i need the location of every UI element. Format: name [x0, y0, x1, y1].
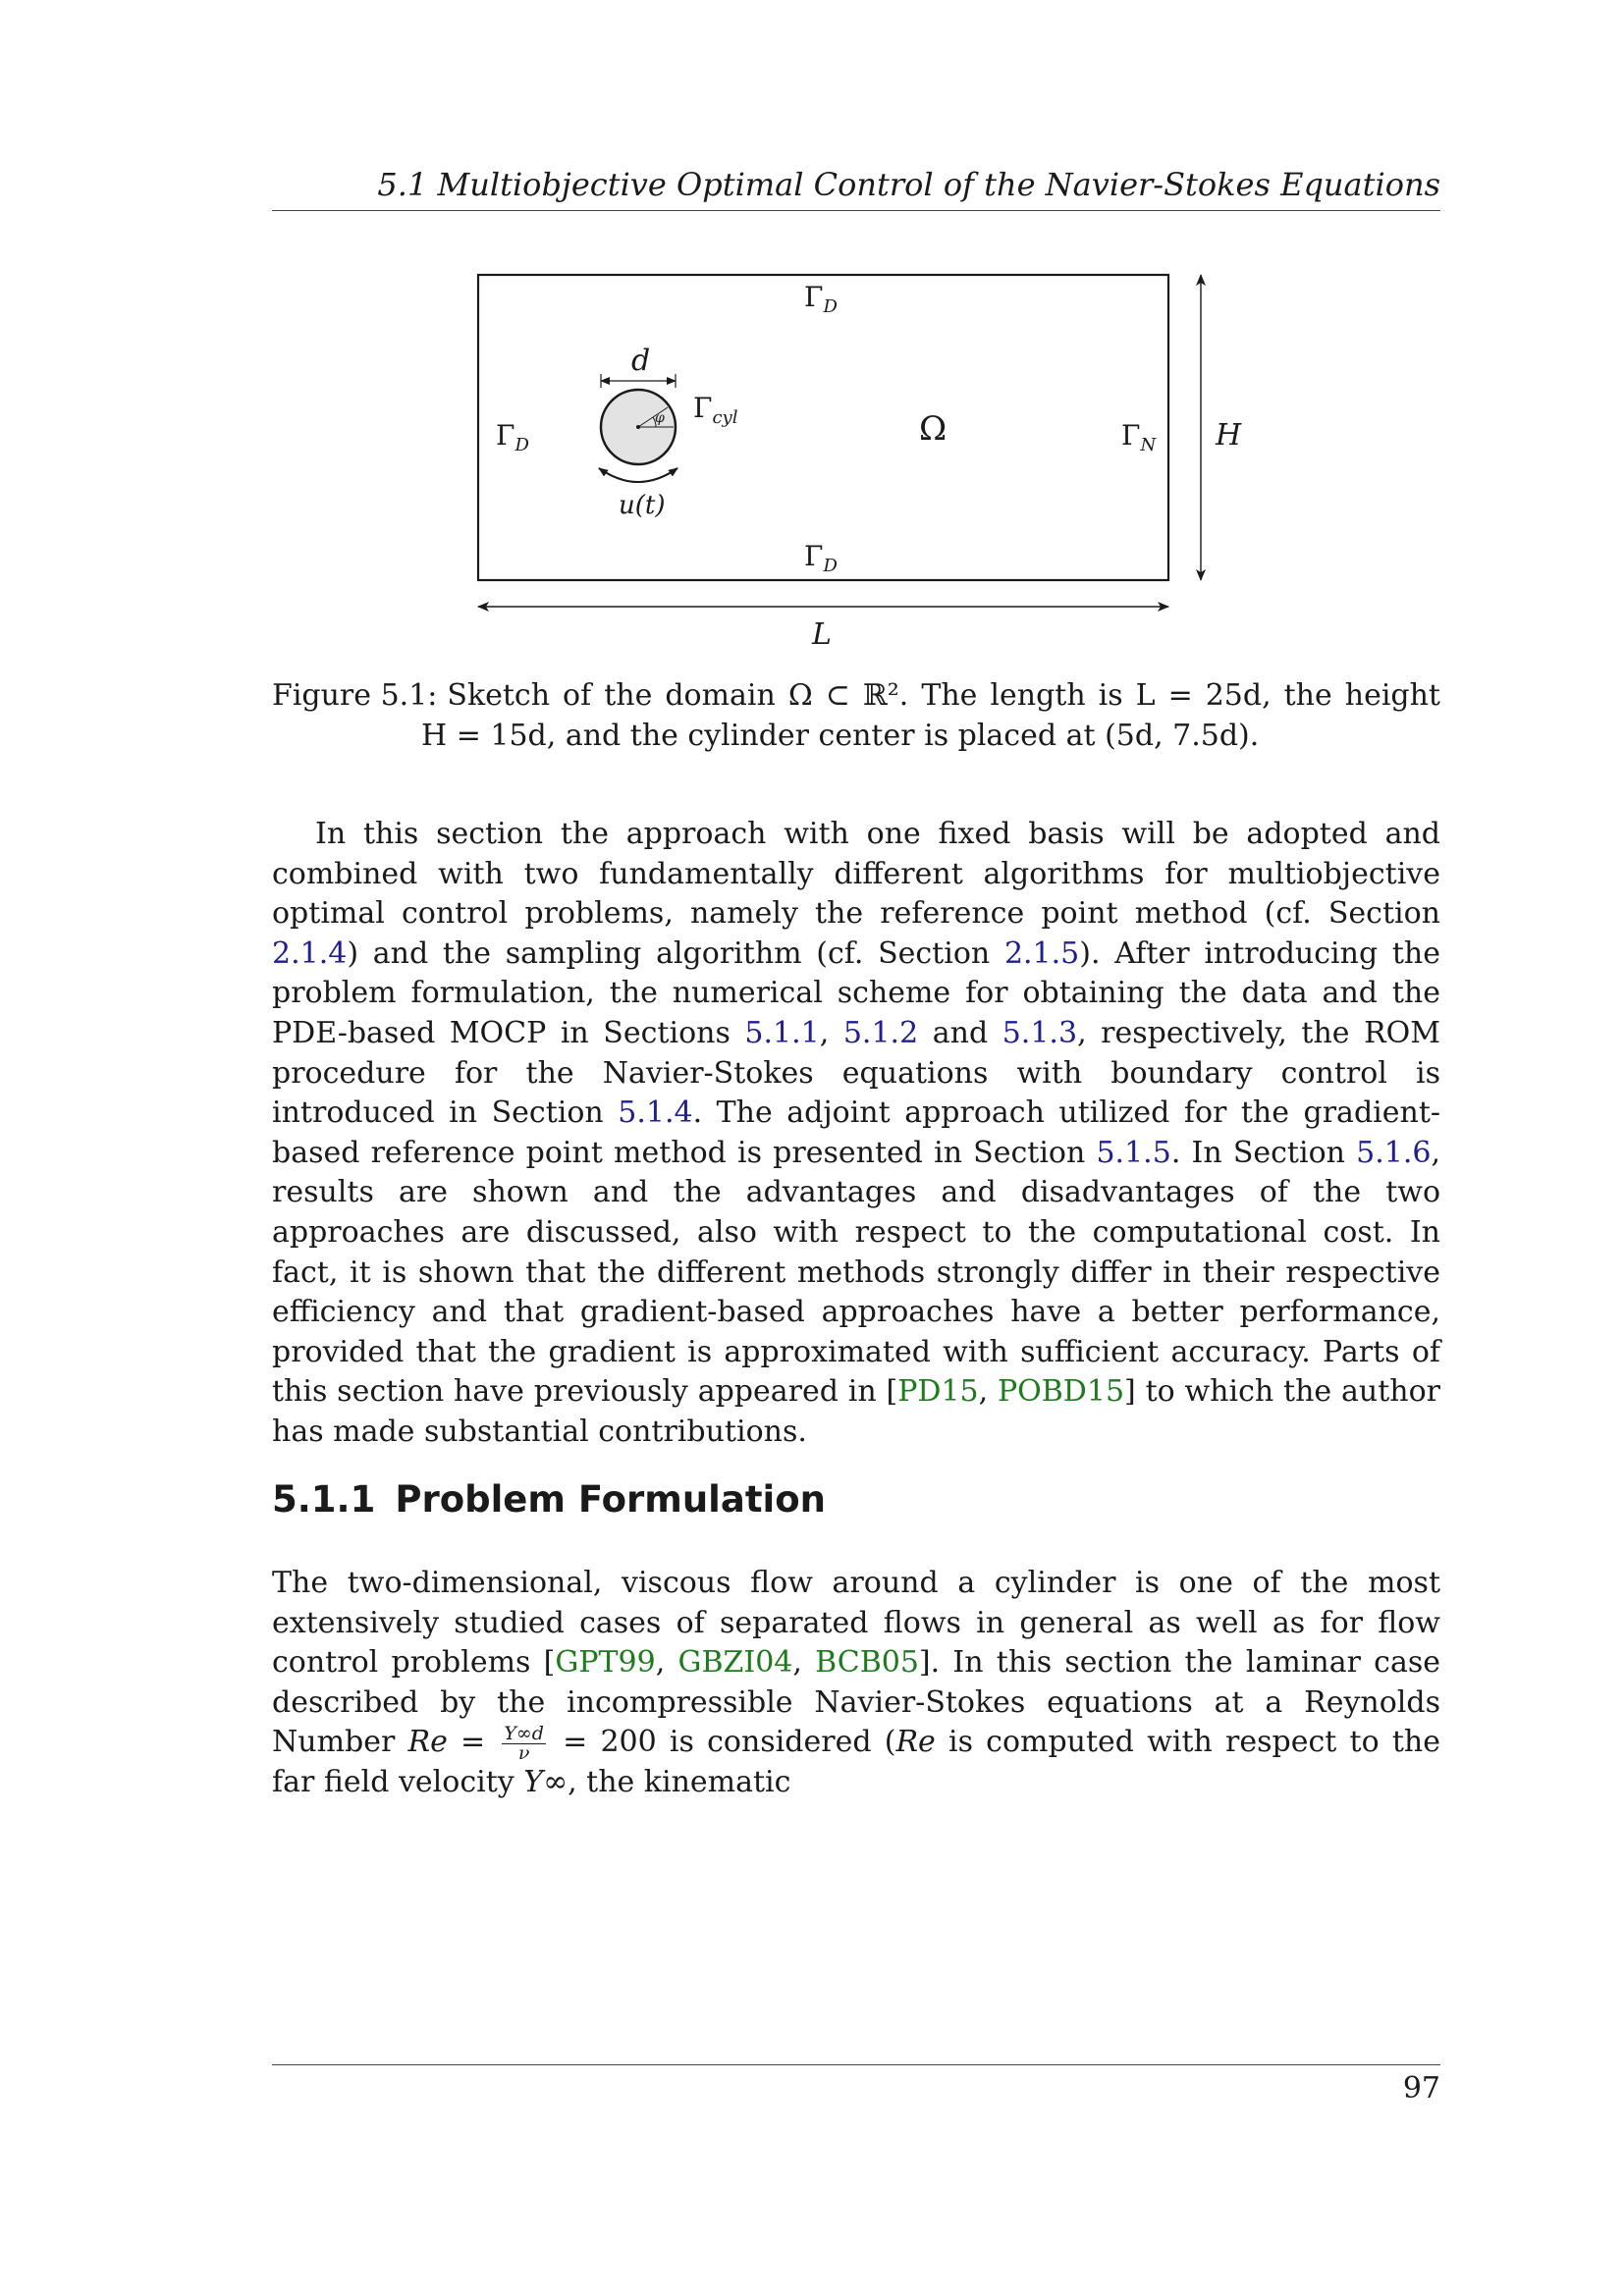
- caption-text-1: Sketch of the domain Ω ⊂ ℝ². The length is L = 25d, the height: [447, 678, 1440, 713]
- paragraph-intro: In this section the approach with one fixed basis will be adopted and combined with two fundamentally different algorithms for multiobjective optimal control problems, namely the reference point method (cf. Section 2.1.4) and the sampling algorithm (cf. Section 2.1.5). After introducing the problem formulation, the numerical scheme for obtaining the data and the PDE-based MOCP in Sections 5.1.1, 5.1.2 and 5.1.3, respectively, the ROM procedure for the Navier-Stokes equations with boundary control is introduced in Section 5.1.4. The adjoint approach utilized for the gradient-based reference point method is presented in Section 5.1.5. In Section 5.1.6, results are shown and the advantages and disadvantages of the two approaches are discussed, also with respect to the computational cost. In fact, it is shown that the different methods strongly differ in their respective efficiency and that gradient-based approaches have a better performance, provided that the gradient is approximated with sufficient accuracy. Parts of this section have previously appeared in [PD15, POBD15] to which the author has made substantial contributions.: [272, 817, 1441, 1449]
- cylinder-center: [636, 425, 640, 429]
- domain-rectangle: [478, 275, 1168, 580]
- reynolds-fraction: $\frac{Y\infty d}{\nu}$: [504, 1722, 544, 1764]
- section-number: 5.1.1: [272, 1478, 376, 1521]
- label-top-boundary: $\Gamma_D$: [804, 281, 838, 317]
- label-length: L: [812, 617, 832, 652]
- ref-section-2-1-4[interactable]: 2.1.4: [272, 935, 348, 971]
- ref-section-5-1-4[interactable]: 5.1.4: [618, 1095, 693, 1131]
- citation-pd15[interactable]: PD15: [897, 1374, 979, 1410]
- footer-rule: [272, 2064, 1440, 2065]
- caption-line-2: H = 15d, and the cylinder center is placed at (5d, 7.5d).: [421, 719, 1260, 753]
- ref-section-5-1-5[interactable]: 5.1.5: [1096, 1135, 1171, 1170]
- section-title: Problem Formulation: [395, 1478, 826, 1521]
- paragraph-problem: The two-dimensional, viscous flow around a cylinder is one of the most extensively studied cases of separated flows in general as well as for flow control problems [GPT99, GBZI04, BCB05]. In this section the laminar case described by the incompressible Navier-Stokes equations at a Reynolds Number Re = $\frac{Y\infty d}{\nu}$ = 200 is considered (Re is computed with respect to the far field velocity Y∞, the kinematic: [272, 1566, 1441, 1799]
- label-control: u(t): [619, 491, 666, 520]
- label-height: H: [1216, 418, 1242, 453]
- ref-section-5-1-6[interactable]: 5.1.6: [1356, 1135, 1432, 1170]
- far-field-velocity: Y∞: [523, 1764, 568, 1799]
- running-header: 5.1 Multiobjective Optimal Control of the Navier-Stokes Equations: [377, 166, 1440, 203]
- page-number: 97: [1402, 2071, 1440, 2106]
- citation-pobd15[interactable]: POBD15: [997, 1374, 1125, 1410]
- citation-bcb05[interactable]: BCB05: [815, 1645, 919, 1681]
- ref-section-5-1-1[interactable]: 5.1.1: [744, 1015, 820, 1050]
- label-cylinder-boundary: $\Gamma_{cyl}$: [693, 392, 738, 428]
- reynolds-symbol: Re: [407, 1725, 448, 1760]
- citation-gbzi04[interactable]: GBZI04: [677, 1645, 793, 1681]
- label-right-boundary: $\Gamma_N$: [1121, 419, 1157, 455]
- label-bottom-boundary: $\Gamma_D$: [804, 540, 838, 576]
- label-left-boundary: $\Gamma_D$: [496, 419, 529, 455]
- ref-section-5-1-3[interactable]: 5.1.3: [1001, 1015, 1078, 1050]
- ref-section-5-1-2[interactable]: 5.1.2: [842, 1015, 919, 1050]
- caption-label: Figure 5.1:: [272, 678, 438, 713]
- label-diameter: d: [631, 344, 651, 378]
- ref-section-2-1-5[interactable]: 2.1.5: [1003, 935, 1080, 971]
- citation-gpt99[interactable]: GPT99: [555, 1645, 656, 1681]
- label-domain: Ω: [919, 409, 947, 449]
- figure-caption: [272, 675, 1440, 756]
- header-rule: [272, 210, 1440, 211]
- caption-line-1: [272, 675, 1440, 716]
- rotation-arrow: [599, 468, 677, 482]
- label-angle: φ: [655, 410, 665, 426]
- section-heading: [272, 1475, 826, 1524]
- domain-figure: [461, 260, 1242, 653]
